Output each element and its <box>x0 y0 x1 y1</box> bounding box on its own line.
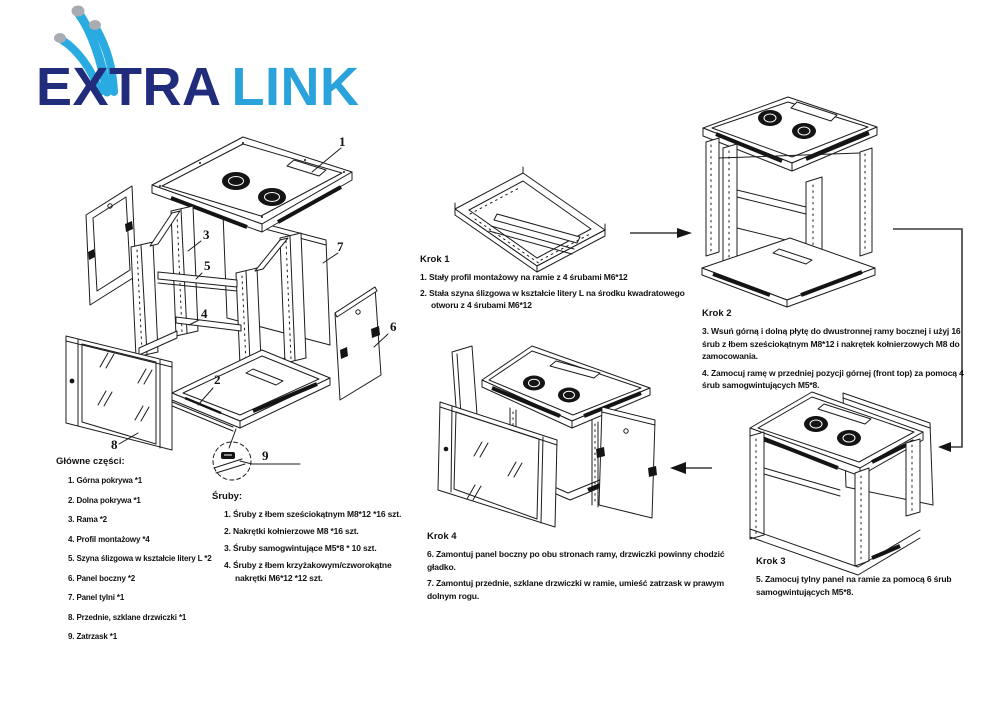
part-label-5: 5 <box>204 258 211 273</box>
step-4-title: Krok 4 <box>427 531 457 542</box>
parts-list-item-7: 7. Panel tylni *1 <box>68 593 125 602</box>
flow-arrow-right-icon <box>630 228 692 238</box>
parts-list-item-8: 8. Przednie, szklane drzwiczki *1 <box>68 612 187 622</box>
main-parts-list <box>56 456 231 651</box>
part-label-3: 3 <box>203 227 210 242</box>
step-3-instructions <box>756 556 991 602</box>
part-label-9: 9 <box>262 448 269 463</box>
side-panel-part <box>335 287 381 400</box>
logo-extra-text: EXTRA <box>36 57 222 117</box>
screws-list-item-4: 4. Śruby z łbem krzyżakowym/czworokątne nakrętki M6*12 *12 szt. <box>224 560 392 583</box>
glass-door-part <box>66 336 172 450</box>
part-label-7: 7 <box>337 239 344 254</box>
step-1-line-1: 1. Stały profil montażowy na ramie z 4 śrubami M6*12 <box>420 272 628 282</box>
parts-list-item-4: 4. Profil montażowy *4 <box>68 534 150 544</box>
step-2-line-1: 3. Wsuń górną i dolną płytę do dwustronnej ramy bocznej i użyj 16 śrub z łbem sześciokątnym M8*12 i nakrętek kołnierzowych M8 do zamocowania. <box>702 326 961 361</box>
logo-link-text: LINK <box>231 57 360 117</box>
step-4-instructions <box>427 531 729 606</box>
screws-list-item-2: 2. Nakrętki kołnierzowe M8 *16 szt. <box>224 526 359 536</box>
step-4-line-2: 7. Zamontuj przednie, szklane drzwiczki w ramie, umieść zatrzask w prawym dolnym rogu. <box>427 578 725 601</box>
parts-list-item-5: 5. Szyna ślizgowa w kształcie litery L *2 <box>68 554 212 563</box>
screws-list-item-1: 1. Śruby z łbem sześciokątnym M8*12 *16 szt. <box>224 509 402 519</box>
step-2-title: Krok 2 <box>702 308 732 319</box>
krok-4-diagram <box>438 346 657 527</box>
glass-door-insert <box>438 402 557 527</box>
parts-list-item-9: 9. Zatrzask *1 <box>68 632 118 641</box>
bottom-cover-part <box>165 350 330 431</box>
part-label-8: 8 <box>111 437 118 452</box>
parts-list-item-6: 6. Panel boczny *2 <box>68 573 136 583</box>
screws-list-item-3: 3. Śruby samogwintujące M5*8 * 10 szt. <box>224 543 377 553</box>
right-side-panel-insert <box>596 407 657 518</box>
step-2-instructions <box>702 308 978 396</box>
flow-arrow-left-icon <box>670 462 712 474</box>
part-label-2: 2 <box>214 372 221 387</box>
krok-3-diagram <box>750 392 933 575</box>
screws-list <box>212 491 424 589</box>
part-label-4: 4 <box>201 306 208 321</box>
step-1-title: Krok 1 <box>420 254 450 265</box>
parts-list-title: Główne części: <box>56 456 125 467</box>
step-1-instructions <box>420 254 685 315</box>
parts-list-item-3: 3. Rama *2 <box>68 515 107 524</box>
step-2-line-2: 4. Zamocuj ramę w przedniej pozycji górnej (front top) za pomocą 4 śrub samogwintujących M5*8. <box>702 367 964 390</box>
extralink-logo <box>36 57 360 117</box>
step-1-line-2: 2. Stała szyna ślizgowa w kształcie litery L na środku kwadratowego otworu z 4 śrubami M6*12 <box>420 287 685 310</box>
exploded-view-diagram <box>66 134 397 480</box>
parts-list-item-2: 2. Dolna pokrywa *1 <box>68 495 141 505</box>
screws-list-title: Śruby: <box>212 491 243 502</box>
step-3-title: Krok 3 <box>756 556 786 567</box>
part-label-1: 1 <box>339 134 346 149</box>
left-panel-part <box>86 186 136 305</box>
parts-list-item-1: 1. Górna pokrywa *1 <box>68 476 143 485</box>
part-label-6: 6 <box>390 319 397 334</box>
step-3-line-1: 5. Zamocuj tylny panel na ramie za pomocą 6 śrub samogwintujących M5*8. <box>756 574 952 597</box>
krok-2-diagram <box>702 97 877 307</box>
step-4-line-1: 6. Zamontuj panel boczny po obu stronach ramy, drzwiczki powinny chodzić gładko. <box>427 549 725 572</box>
